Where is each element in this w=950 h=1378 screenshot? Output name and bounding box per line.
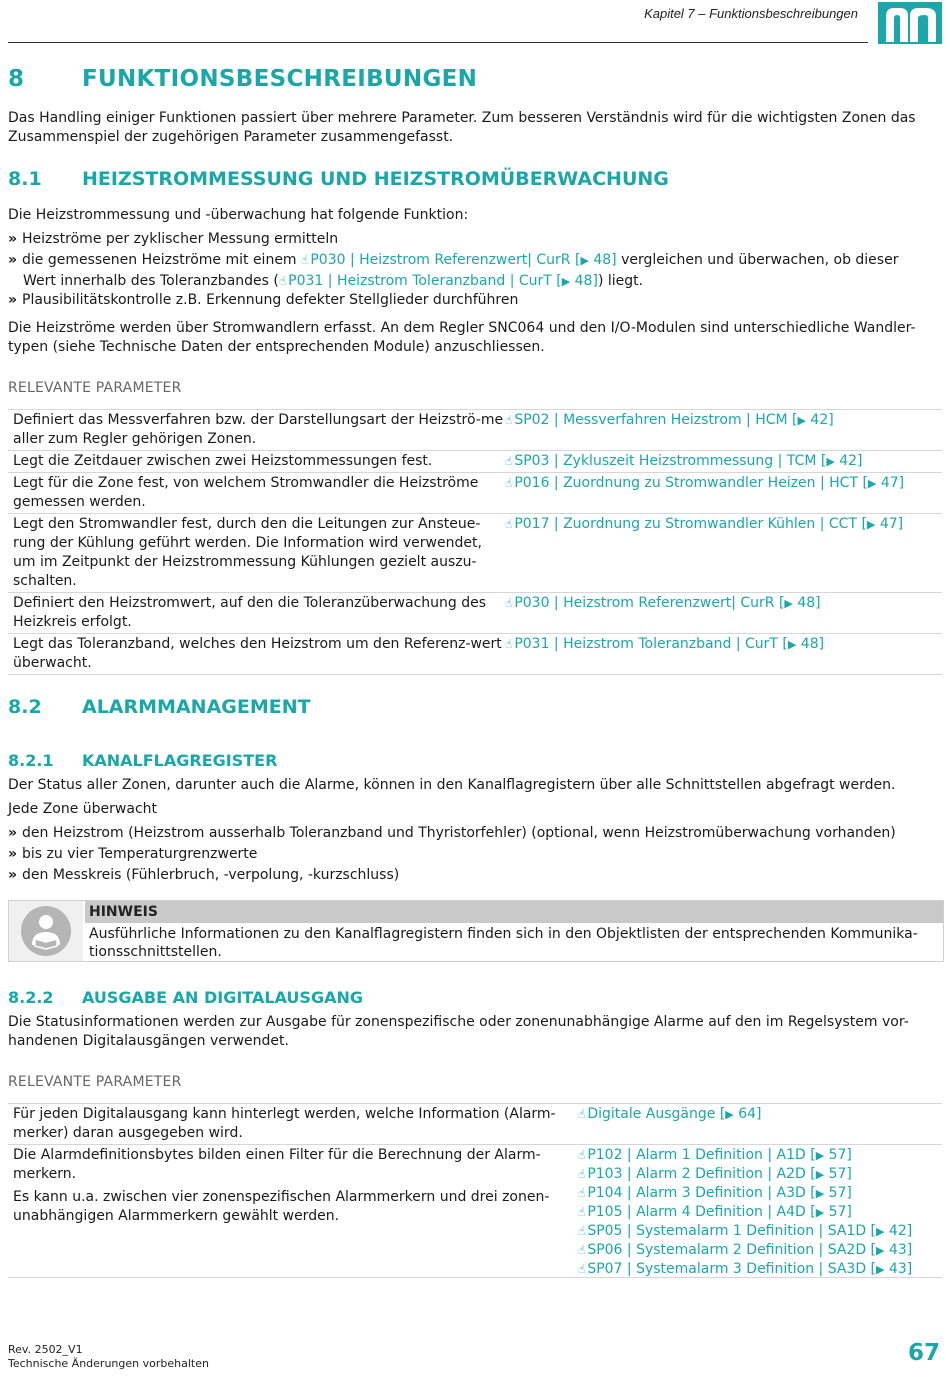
table-row: Definiert den Heizstromwert, auf den die Toleranzüberwachung des Heizkreis erfolgt. ☝ P030 | Heizstrom Referenzwert| CurR [▶ 48] — [8, 593, 942, 634]
chapter-title: 8 FUNKTIONSBESCHREIBUNGEN — [8, 66, 478, 92]
bullet-item: » den Heizstrom (Heizstrom ausserhalb Toleranzband und Thyristorfehler) (optional, wenn Heizstromüberwachung vorhanden) — [8, 825, 896, 841]
relevant-params-heading: RELEVANTE PARAMETER — [8, 1074, 182, 1090]
company-logo — [878, 2, 942, 44]
header-rule — [8, 42, 868, 43]
play-arrow-icon: ▶ — [797, 414, 806, 427]
bullet-item: » Heizströme per zyklischer Messung ermitteln — [8, 231, 339, 247]
play-arrow-icon: ▶ — [787, 638, 797, 651]
section-8-2-title: 8.2 ALARMMANAGEMENT — [8, 696, 311, 718]
hand-pointer-icon: ☝ — [578, 1186, 586, 1200]
hand-pointer-icon: ☝ — [505, 454, 513, 468]
bullet-item: » die gemessenen Heizströme mit einem ☝ P030 | Heizstrom Referenzwert| CurR [▶ 48] vergleichen und überwachen, ob dieser Wert innerhalb des Toleranzbandes (☝ P031 | Heizstrom Toleranzband | CurT [▶ 48]) liegt. — [8, 252, 899, 289]
param-table-heizstrom — [8, 409, 942, 675]
hand-pointer-icon: ☝ — [578, 1148, 586, 1162]
play-arrow-icon: ▶ — [876, 1244, 885, 1257]
play-arrow-icon: ▶ — [815, 1149, 825, 1162]
section-8-2-1-p1: Der Status aller Zonen, darunter auch die Alarme, können in den Kanalflagregistern über alle Schnittstellen abgefragt werden. — [8, 777, 896, 793]
play-arrow-icon: ▶ — [815, 1206, 825, 1219]
param-link[interactable]: ☝ SP03 | Zykluszeit Heizstrommessung | TCM [▶ 42] — [505, 453, 863, 469]
play-arrow-icon: ▶ — [815, 1168, 825, 1181]
bullet-item: » den Messkreis (Fühlerbruch, -verpolung, -kurzschluss) — [8, 867, 400, 883]
table-row: Definiert das Messverfahren bzw. der Darstellungsart der Heizströ-me aller zum Regler gehörigen Zonen. ☝ SP02 | Messverfahren Heizstrom | HCM [▶ 42] — [8, 410, 942, 451]
link-p030[interactable]: ☝ P030 | Heizstrom Referenzwert| CurR [▶ 48] — [301, 252, 617, 268]
section-8-2-1-p2: Jede Zone überwacht — [8, 801, 158, 817]
hand-pointer-icon: ☝ — [578, 1205, 586, 1219]
section-8-1-title: 8.1 HEIZSTROMMESSUNG UND HEIZSTROMÜBERWACHUNG — [8, 168, 669, 190]
param-link[interactable]: ☝ Digitale Ausgänge [▶ 64] — [578, 1106, 762, 1122]
play-arrow-icon: ▶ — [725, 1108, 734, 1121]
param-link[interactable]: ☝ SP07 | Systemalarm 3 Definition | SA3D [▶ 43] — [578, 1261, 913, 1277]
section-8-2-1-title: 8.2.1 KANALFLAGREGISTER — [8, 751, 278, 770]
param-link[interactable]: ☝ P104 | Alarm 3 Definition | A3D [▶ 57] — [578, 1185, 852, 1201]
reader-person-icon — [20, 905, 72, 957]
play-arrow-icon: ▶ — [866, 518, 876, 531]
param-link[interactable]: ☝ P105 | Alarm 4 Definition | A4D [▶ 57] — [578, 1204, 852, 1220]
intro-paragraph: Das Handling einiger Funktionen passiert über mehrere Parameter. Zum besseren Verständnis wird für die wichtigsten Zonen das Zusammenspiel der zugehörigen Parameter zusammengefasst. — [8, 110, 916, 145]
table-row: Legt die Zeitdauer zwischen zwei Heizstommessungen fest. ☝ SP03 | Zykluszeit Heizstrommessung | TCM [▶ 42] — [8, 451, 942, 473]
hand-pointer-icon: ☝ — [505, 637, 513, 651]
hand-pointer-icon: ☝ — [301, 253, 309, 267]
hand-pointer-icon: ☝ — [578, 1107, 586, 1121]
play-arrow-icon: ▶ — [580, 254, 589, 267]
hand-pointer-icon: ☝ — [578, 1167, 586, 1181]
hand-pointer-icon: ☝ — [505, 517, 513, 531]
play-arrow-icon: ▶ — [815, 1187, 825, 1200]
page-number: 67 — [907, 1340, 940, 1366]
param-link[interactable]: ☝ P103 | Alarm 2 Definition | A2D [▶ 57] — [578, 1166, 852, 1182]
play-arrow-icon: ▶ — [561, 275, 571, 288]
param-link[interactable]: ☝ SP02 | Messverfahren Heizstrom | HCM [▶ 42] — [505, 412, 834, 428]
section-8-1-paragraph: Die Heizströme werden über Stromwandlern erfasst. An dem Regler SNC064 und den I/O-Modulen sind unterschiedliche Wandler-typen (siehe Technische Daten der entsprechenden Module) anzuschliessen. — [8, 320, 916, 355]
param-link[interactable]: ☝ P016 | Zuordnung zu Stromwandler Heizen | HCT [▶ 47] — [505, 475, 905, 491]
hand-pointer-icon: ☝ — [578, 1224, 586, 1238]
hand-pointer-icon: ☝ — [505, 413, 513, 427]
relevant-params-heading: RELEVANTE PARAMETER — [8, 380, 182, 396]
param-table-alarm — [8, 1103, 942, 1278]
table-row: Die Alarmdefinitionsbytes bilden einen Filter für die Berechnung der Alarm-merkern. Es kann u.a. zwischen vier zonenspezifischen Alarmmerkern und drei zonen-unabhängigen Alarmmerkern gewählt werden. ☝ P102 | Alarm 1 Definition | A1D [▶ 57] ☝ P103 | Alarm 2 Definition | A2D [▶ 57] ☝ P104 | Alarm 3 Definition | A3D [▶ 57] ☝ P105 | Alarm 4 Definition | A4D [▶ 57] ☝ SP05 | Systemalarm 1 Definition | SA1D [▶ 42] ☝ SP06 | Systemalarm 2 Definition | SA2D [▶ 43] ☝ SP07 | Systemalarm 3 Definition | SA3D [▶ 43] — [8, 1145, 942, 1278]
section-8-1-lead: Die Heizstrommessung und -überwachung hat folgende Funktion: — [8, 207, 469, 223]
section-8-2-2-paragraph: Die Statusinformationen werden zur Ausgabe für zonenspezifische oder zonenunabhängige Alarme auf den im Regelsystem vor-handenen Digitalausgängen verwendet. — [8, 1014, 909, 1049]
table-row: Legt das Toleranzband, welches den Heizstrom um den Referenz-wert überwacht. ☝ P031 | Heizstrom Toleranzband | CurT [▶ 48] — [8, 634, 942, 675]
param-link[interactable]: ☝ SP06 | Systemalarm 2 Definition | SA2D [▶ 43] — [578, 1242, 913, 1258]
footer-info — [8, 1343, 209, 1371]
hand-pointer-icon: ☝ — [578, 1262, 586, 1276]
revision-label: Rev. 2502_V1 — [8, 1343, 83, 1356]
hand-pointer-icon: ☝ — [505, 596, 513, 610]
hand-pointer-icon: ☝ — [505, 476, 513, 490]
hand-pointer-icon: ☝ — [278, 274, 287, 288]
hand-pointer-icon: ☝ — [578, 1243, 586, 1257]
play-arrow-icon: ▶ — [826, 455, 835, 468]
table-row: Legt den Stromwandler fest, durch den die Leitungen zur Ansteue-rung der Kühlung geführt werden. Die Information wird verwendet, um im Zeitpunkt der Heizstrommessung Kühlungen gezielt auszu-schalten. ☝ P017 | Zuordnung zu Stromwandler Kühlen | CCT [▶ 47] — [8, 514, 942, 593]
param-link[interactable]: ☝ P017 | Zuordnung zu Stromwandler Kühlen | CCT [▶ 47] — [505, 516, 904, 532]
note-body: Ausführliche Informationen zu den Kanalflagregistern finden sich in den Objektlisten der entsprechenden Kommunika-tionsschnittstellen. — [89, 926, 918, 960]
note-heading: HINWEIS — [85, 901, 943, 923]
bullet-item: » bis zu vier Temperaturgrenzwerte — [8, 846, 258, 862]
play-arrow-icon: ▶ — [784, 597, 793, 610]
play-arrow-icon: ▶ — [876, 1225, 885, 1238]
section-8-2-2-title: 8.2.2 AUSGABE AN DIGITALAUSGANG — [8, 988, 363, 1007]
param-link[interactable]: ☝ P031 | Heizstrom Toleranzband | CurT [▶ 48] — [505, 636, 825, 652]
link-p031[interactable]: ☝ P031 | Heizstrom Toleranzband | CurT [▶ 48] — [278, 273, 598, 289]
disclaimer-label: Technische Änderungen vorbehalten — [8, 1357, 209, 1370]
play-arrow-icon: ▶ — [876, 1263, 885, 1276]
param-link[interactable]: ☝ P030 | Heizstrom Referenzwert| CurR [▶ 48] — [505, 595, 821, 611]
param-link[interactable]: ☝ P102 | Alarm 1 Definition | A1D [▶ 57] — [578, 1147, 852, 1163]
table-row: Legt für die Zone fest, von welchem Stromwandler die Heizströme gemessen werden. ☝ P016 | Zuordnung zu Stromwandler Heizen | HCT [▶ 47] — [8, 473, 942, 514]
table-row: Für jeden Digitalausgang kann hinterlegt werden, welche Information (Alarm-merker) daran ausgegeben wird. ☝ Digitale Ausgänge [▶ 64] — [8, 1104, 942, 1145]
chapter-header: Kapitel 7 – Funktionsbeschreibungen — [644, 6, 858, 21]
note-box — [8, 900, 944, 962]
play-arrow-icon: ▶ — [867, 477, 877, 490]
param-link[interactable]: ☝ SP05 | Systemalarm 1 Definition | SA1D [▶ 42] — [578, 1223, 913, 1239]
bullet-item: » Plausibilitätskontrolle z.B. Erkennung defekter Stellglieder durchführen — [8, 292, 519, 308]
